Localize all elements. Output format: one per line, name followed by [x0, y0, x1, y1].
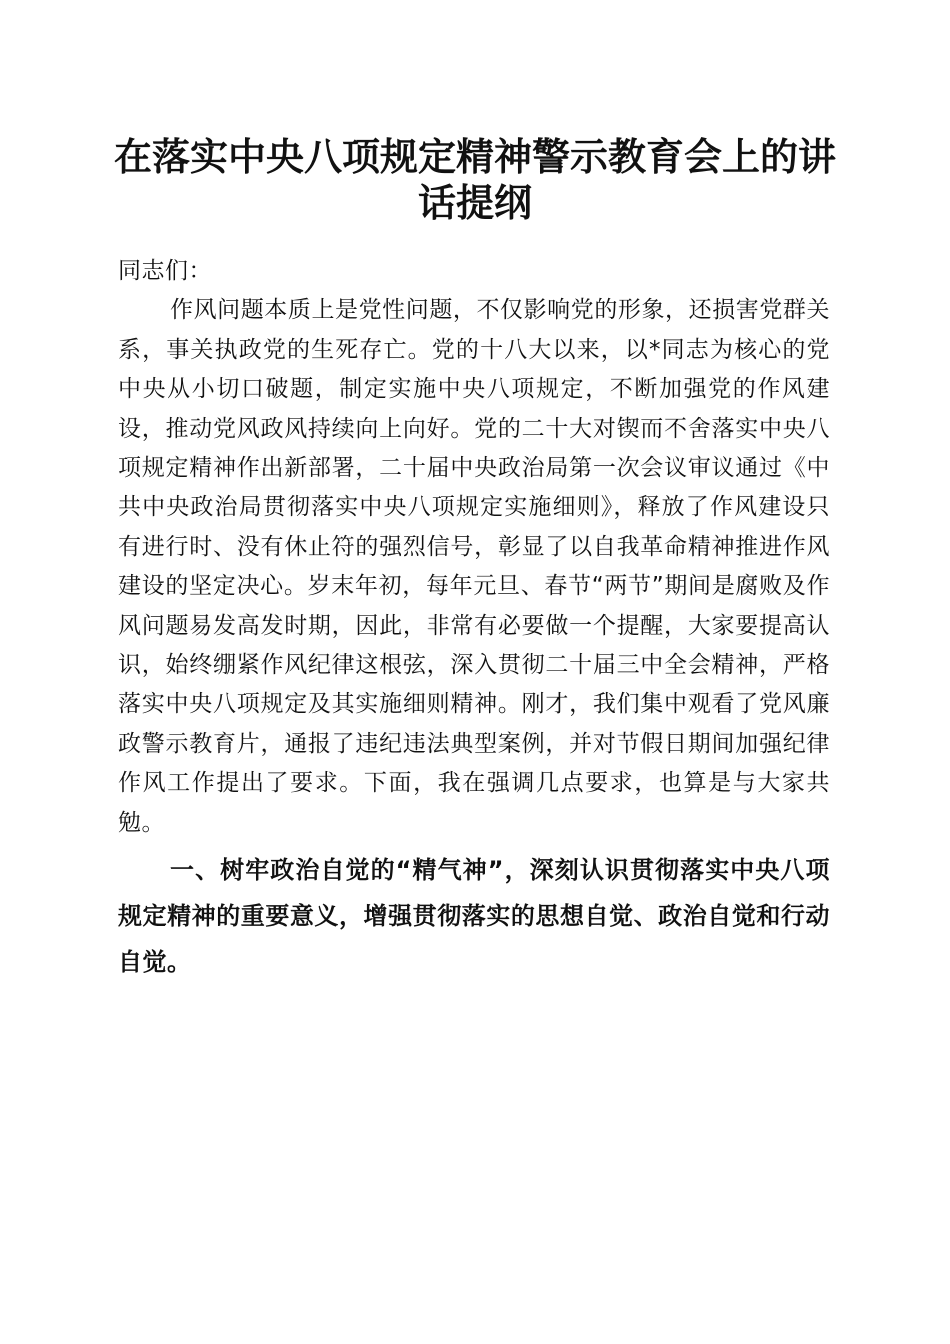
- document-body: [118, 252, 830, 985]
- document-title: 在落实中央八项规定精神警示教育会上的讲话提纲: [113, 134, 836, 225]
- body-paragraph: 作风问题本质上是党性问题，不仅影响党的形象，还损害党群关系，事关执政党的生死存亡。党的十八大以来，以*同志为核心的党中央从小切口破题，制定实施中央八项规定，不断加强党的作风建设，推动党风政风持续向上向好。党的二十大对锲而不舍落实中央八项规定精神作出新部署，二十届中央政治局第一次会议审议通过《中共中央政治局贯彻落实中央八项规定实施细则》，释放了作风建设只有进行时、没有休止符的强烈信号，彰显了以自我革命精神推进作风建设的坚定决心。岁末年初，每年元旦、春节“两节”期间是腐败及作风问题易发高发时期，因此，非常有必要做一个提醒，大家要提高认识，始终绷紧作风纪律这根弦，深入贯彻二十届三中全会精神，严格落实中央八项规定及其实施细则精神。刚才，我们集中观看了党风廉政警示教育片，通报了违纪违法典型案例，并对节假日期间加强纪律作风工作提出了要求。下面，我在强调几点要求，也算是与大家共勉。: [118, 297, 830, 836]
- section-heading: 一、树牢政治自觉的“精气神”，深刻认识贯彻落实中央八项规定精神的重要意义，增强贯彻落实的思想自觉、政治自觉和行动自觉。: [118, 856, 830, 977]
- salutation: 同志们：: [118, 258, 212, 284]
